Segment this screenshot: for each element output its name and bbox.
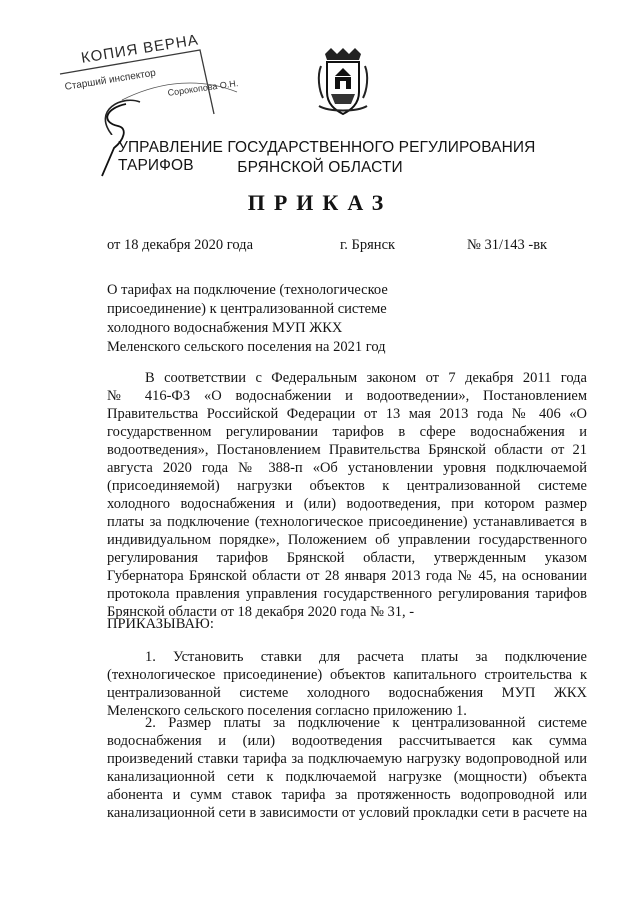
stamp-title: КОПИЯ ВЕРНА [80, 31, 200, 67]
text-line: (технологическое присоединение) объектов капитального строительства к [107, 667, 587, 683]
text-line: абонента и сумм ставок тарифа за протяженность водопроводной или [107, 787, 587, 803]
subject-line: присоединение) к централизованной системе [107, 301, 387, 317]
text-line: августа 2020 года № 388-п «Об установлении уровня подключаемой [107, 460, 587, 476]
text-line: 1. Установить ставки для расчета платы за подключение [145, 649, 587, 665]
text-line: канализационной сети в зависимости от условий прокладки сети в расчете на [107, 805, 588, 821]
text-line: холодного водоснабжения и (или) водоотведения, при котором размер [107, 496, 587, 512]
item-1-paragraph [107, 648, 587, 720]
text-line: В соответствии с Федеральным законом от 7 декабря 2011 года [145, 370, 587, 386]
text-line: Губернатора Брянской области от 28 января 2013 года № 45, на основании [107, 568, 587, 584]
document-title: ПРИКАЗ [247, 190, 393, 215]
text-line: водоотведения», Постановлением Правительства Брянской области от 21 [107, 442, 587, 458]
order-subject [107, 281, 427, 357]
order-date: от 18 декабря 2020 года [107, 237, 253, 253]
header-line-2: БРЯНСКОЙ ОБЛАСТИ [237, 159, 403, 176]
copy-stamp [52, 31, 242, 135]
text-line: регулирования тарифов Брянской области, утвержденным указом [107, 550, 587, 566]
text-line: канализационной сети к подключаемой нагрузке (мощности) объекта [107, 769, 587, 785]
text-line: индивидуальном порядке», Положением об управлении государственного [107, 532, 587, 548]
header-line-1: УПРАВЛЕНИЕ ГОСУДАРСТВЕННОГО РЕГУЛИРОВАНИЯ ТАРИФОВ [118, 139, 536, 174]
subject-line: Меленского сельского поселения на 2021 год [107, 339, 386, 355]
text-line: платы за подключение (технологическое присоединение) устанавливается в [107, 514, 587, 530]
text-line: протокола правления управления государственного регулирования тарифов [107, 586, 587, 602]
order-word: ПРИКАЗЫВАЮ: [107, 616, 214, 632]
text-line: произведений ставки тарифа за подключаемую нагрузку водопроводной или [107, 751, 587, 767]
text-line: Меленского сельского поселения согласно приложению 1. [107, 703, 467, 719]
text-line: Брянской области от 18 декабря 2020 года № 31, - [107, 604, 415, 620]
text-line: государственном регулировании тарифов в сфере водоснабжения и [107, 424, 587, 440]
subject-line: О тарифах на подключение (технологическое [107, 282, 388, 298]
subject-line: холодного водоснабжения МУП ЖКХ [107, 320, 343, 336]
stamp-name: Сорокопова О.Н. [167, 78, 239, 98]
text-line: водоснабжения и (или) водоотведения рассчитывается как сумма [107, 733, 587, 749]
item-2-paragraph [107, 714, 587, 822]
text-line: № 416-ФЗ «О водоснабжении и водоотведении», Постановлением [107, 388, 587, 404]
preamble-paragraph [107, 369, 587, 621]
text-line: (присоединяемой) нагрузки объектов к централизованной системе [107, 478, 587, 494]
order-city: г. Брянск [340, 237, 396, 253]
text-line: Правительства Российской Федерации от 13 мая 2013 года № 406 «О [107, 406, 587, 422]
text-line: централизованной системе холодного водоснабжения МУП ЖКХ [107, 685, 587, 701]
order-number: № 31/143 -вк [467, 237, 548, 253]
coat-of-arms-icon [315, 46, 371, 118]
stamp-position: Старший инспектор [64, 67, 157, 93]
text-line: 2. Размер платы за подключение к централизованной системе [145, 715, 587, 731]
